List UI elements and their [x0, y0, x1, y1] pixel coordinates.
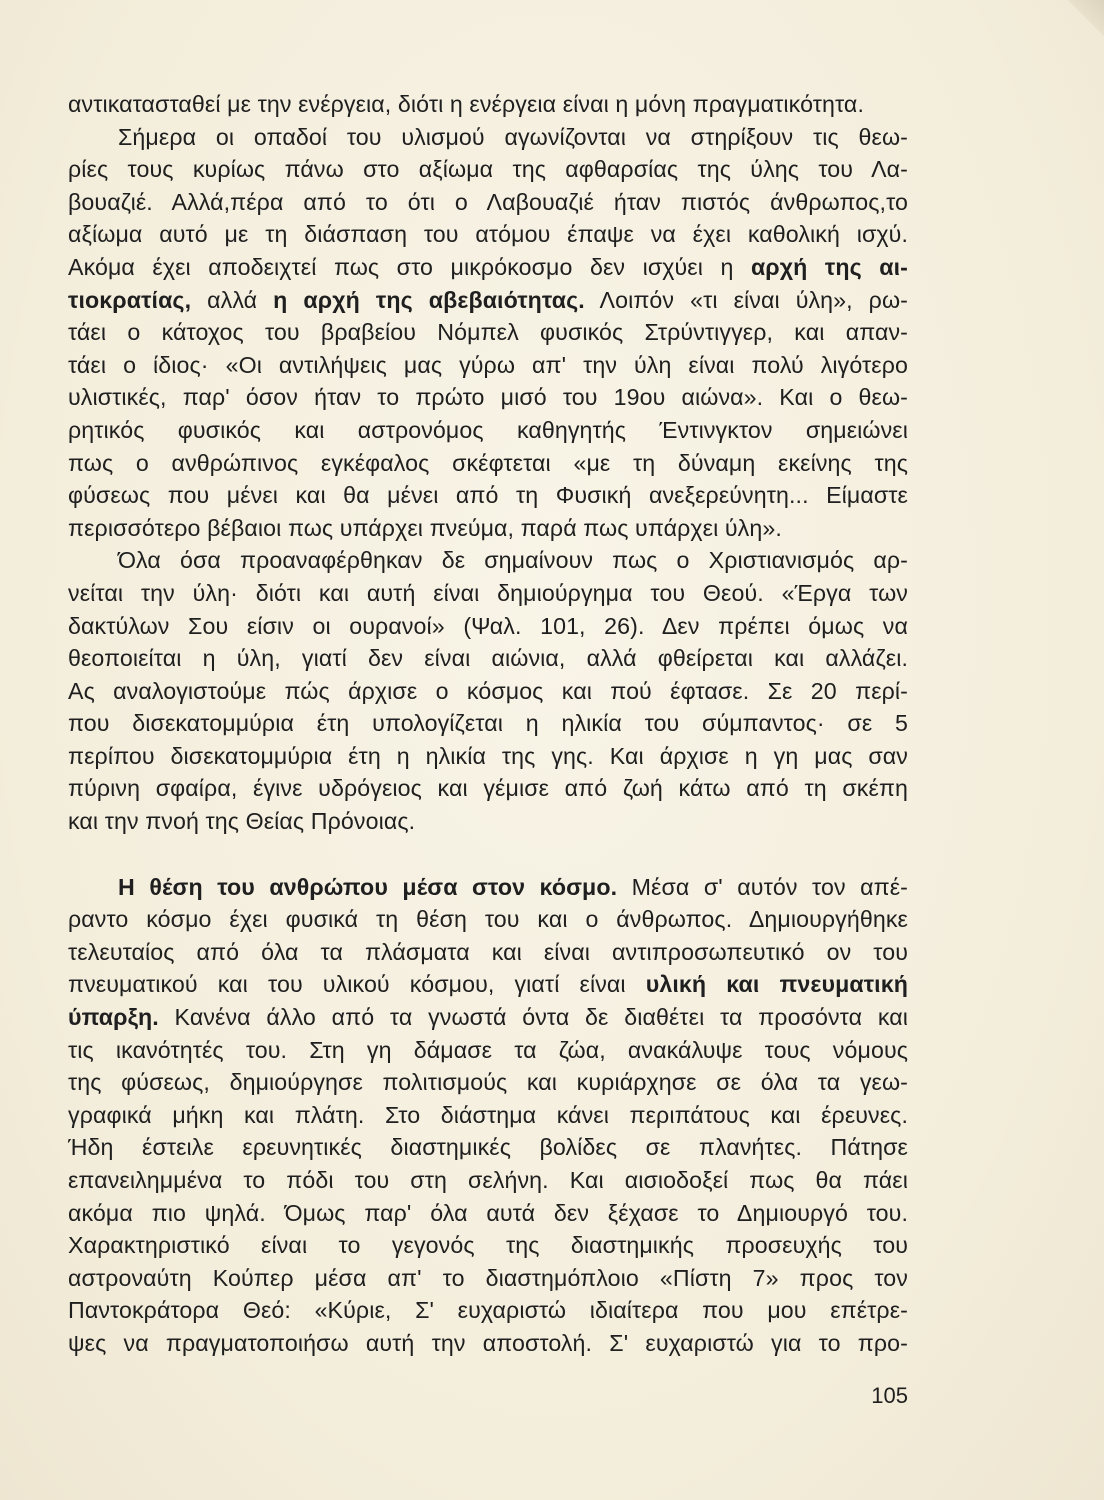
bold-phrase: η αρχή της αβεβαιότητας.: [273, 286, 585, 313]
text-segment: Κανένα άλλο από τα γνωστά όντα δε διαθέτει τα προσόντα και: [158, 1004, 908, 1031]
text-line: [68, 772, 908, 805]
text-line: [68, 642, 908, 675]
text-line: [68, 88, 908, 121]
text-segment: ρητικός φυσικός και αστρονόμος καθηγητής Έντινγκτον σημειώνει: [68, 416, 908, 443]
text-line: [68, 121, 908, 154]
bold-phrase: Η θέση του ανθρώπου μέσα στον κόσμο.: [118, 873, 618, 900]
text-segment: γραφικά μήκη και πλάτη. Στο διάστημα κάνει περιπάτους και έρευνες.: [68, 1101, 908, 1128]
page-number: 105: [871, 1383, 908, 1408]
text-line: [68, 479, 908, 512]
text-segment: αξίωμα αυτό με τη διάσπαση του ατόμου έπαψε να έχει καθολική ισχύ.: [68, 221, 908, 248]
text-segment: φύσεως που μένει και θα μένει από τη Φυσική ανεξερεύνητη... Είμαστε: [68, 482, 908, 509]
text-segment: τελευταίος από όλα τα πλάσματα και είναι αντιπροσωπευτικό ον του: [68, 938, 908, 965]
text-segment: αστροναύτη Κούπερ μέσα απ' το διαστημόπλοιο «Πίστη 7» προς τον: [68, 1264, 908, 1291]
text-segment: Όλα όσα προαναφέρθηκαν δε σημαίνουν πως ο Χριστιανισμός αρ-: [118, 547, 908, 574]
text-segment: ακόμα πιο ψηλά. Όμως παρ' όλα αυτά δεν ξέχασε το Δημιουργό του.: [68, 1199, 908, 1226]
bold-phrase: τιοκρατίας,: [68, 286, 192, 313]
text-line: [68, 707, 908, 740]
text-line: [68, 381, 908, 414]
text-segment: Λοιπόν «τι είναι ύλη», ρω-: [584, 286, 909, 313]
text-segment: δακτύλων Σου είσιν οι ουρανοί» (Ψαλ. 101, 26). Δεν πρέπει όμως να: [68, 612, 908, 639]
text-line: [68, 1197, 908, 1230]
text-segment: επανειλημμένα το πόδι του στη σελήνη. Και αισιοδοξεί πως θα πάει: [68, 1167, 908, 1193]
text-segment: και την πνοή της Θείας Πρόνοιας.: [68, 808, 416, 835]
text-line: [68, 1229, 908, 1262]
text-line: [68, 1262, 908, 1295]
text-line: [68, 968, 908, 1001]
text-line: [68, 186, 908, 219]
bold-phrase: αρχή της αι-: [750, 253, 908, 280]
text-segment: νείται την ύλη· διότι και αυτή είναι δημιούργημα του Θεού. «Έργα των: [68, 579, 908, 606]
text-segment: πνευματικού και του υλικού κόσμου, γιατί είναι: [68, 971, 646, 998]
text-line: [68, 1164, 908, 1197]
text-line: [68, 218, 908, 251]
text-segment: πύρινη σφαίρα, έγινε υδρόγειος και γέμισε από ζωή κάτω από τη σκέπη: [68, 775, 908, 802]
text-segment: που δισεκατομμύρια έτη υπολογίζεται η ηλικία του σύμπαντος· σε 5: [68, 710, 908, 737]
text-line: [68, 903, 908, 936]
text-segment: υλιστικές, παρ' όσον ήταν το πρώτο μισό του 19ου αιώνα». Και ο θεω-: [68, 384, 908, 411]
text-line: [68, 1034, 908, 1067]
text-line: [68, 349, 908, 382]
text-segment: τάει ο κάτοχος του βραβείου Νόμπελ φυσικός Στρύντιγγερ, και απαν-: [68, 319, 908, 346]
text-line: [68, 251, 908, 284]
text-segment: περισσότερο βέβαιοι πως υπάρχει πνεύμα, παρά πως υπάρχει ύλη».: [68, 514, 782, 541]
text-line: [68, 544, 908, 577]
text-segment: βουαζιέ. Αλλά,πέρα από το ότι ο Λαβουαζιέ ήταν πιστός άνθρωπος,το: [68, 188, 908, 215]
text-segment: Χαρακτηριστικό είναι το γεγονός της διαστημικής προσευχής του: [68, 1232, 908, 1259]
text-line: [68, 153, 908, 186]
text-line: [68, 284, 908, 317]
page-corner: [1064, 0, 1104, 40]
text-segment: αλλά: [191, 286, 274, 313]
text-line: [68, 1001, 908, 1034]
text-line: [68, 936, 908, 969]
text-segment: αντικατασταθεί με την ενέργεια, διότι η ενέργεια είναι η μόνη πραγματικότητα.: [68, 91, 864, 117]
text-line: [68, 871, 908, 904]
text-segment: Ας αναλογιστούμε πώς άρχισε ο κόσμος και πού έφτασε. Σε 20 περί-: [68, 677, 908, 704]
text-segment: Μέσα σ' αυτόν τον απέ-: [617, 873, 908, 900]
text-segment: Ήδη έστειλε ερευνητικές διαστημικές βολίδες σε πλανήτες. Πάτησε: [68, 1134, 908, 1161]
text-line: [68, 577, 908, 610]
text-segment: τάει ο ίδιος· «Οι αντιλήψεις μας γύρω απ' την ύλη είναι πολύ λιγότερο: [68, 351, 908, 378]
text-line: [68, 610, 908, 643]
text-segment: ρίες τους κυρίως πάνω στο αξίωμα της αφθαρσίας της ύλης του Λα-: [68, 156, 908, 183]
text-line: [68, 1066, 908, 1099]
text-segment: περίπου δισεκατομμύρια έτη η ηλικία της γης. Και άρχισε η γη μας σαν: [68, 742, 908, 769]
text-segment: της φύσεως, δημιούργησε πολιτισμούς και κυριάρχησε σε όλα τα γεω-: [68, 1069, 908, 1096]
text-segment: Παντοκράτορα Θεό: «Κύριε, Σ' ευχαριστώ ιδιαίτερα που μου επέτρε-: [68, 1297, 908, 1324]
text-line: [68, 447, 908, 480]
text-line: [68, 1131, 908, 1164]
text-segment: τις ικανότητές του. Στη γη δάμασε τα ζώα, ανακάλυψε τους νόμους: [68, 1036, 908, 1063]
paragraph-gap: [68, 838, 908, 871]
text-line: [68, 805, 908, 838]
text-line: [68, 414, 908, 447]
text-line: [68, 316, 908, 349]
text-segment: θεοποιείται η ύλη, γιατί δεν είναι αιώνια, αλλά φθείρεται και αλλάζει.: [68, 645, 908, 672]
text-line: [68, 512, 908, 545]
text-line: [68, 740, 908, 773]
body-text: [68, 88, 908, 1360]
text-line: [68, 1099, 908, 1132]
bold-phrase: υλική και πνευματική: [645, 971, 908, 998]
text-segment: πως ο ανθρώπινος εγκέφαλος σκέφτεται «με τη δύναμη εκείνης της: [68, 449, 908, 476]
text-line: [68, 1294, 908, 1327]
text-line: [68, 1327, 908, 1360]
text-line: [68, 675, 908, 708]
bold-phrase: ύπαρξη.: [68, 1004, 159, 1031]
text-segment: Σήμερα οι οπαδοί του υλισμού αγωνίζονται να στηρίξουν τις θεω-: [118, 123, 908, 150]
text-segment: Ακόμα έχει αποδειχτεί πως στο μικρόκοσμο δεν ισχύει η: [68, 253, 751, 280]
text-segment: ραντο κόσμο έχει φυσικά τη θέση του και ο άνθρωπος. Δημιουργήθηκε: [68, 906, 908, 933]
text-segment: ψες να πραγματοποιήσω αυτή την αποστολή. Σ' ευχαριστώ για το προ-: [68, 1329, 908, 1356]
